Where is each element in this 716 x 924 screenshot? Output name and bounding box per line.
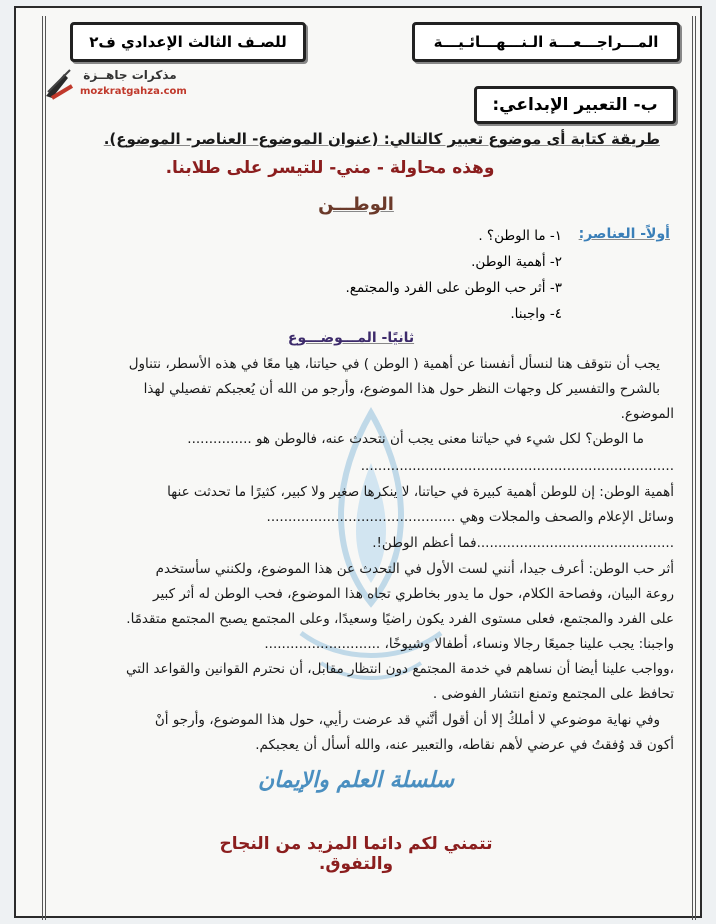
body-p3-l3: ..............................................فما أعظم الوطن!. xyxy=(372,535,674,551)
topic-title: الوطـــن xyxy=(318,194,394,215)
intro-line-1: طريقة كتابة أى موضوع تعبير كالتالي: (عنوان الموضوع- العناصر- الموضوع). xyxy=(103,130,660,148)
header-left-title: للصـف الثالث الإعدادي ف٢ xyxy=(89,33,287,51)
watermark-emblem xyxy=(271,403,471,703)
header-left-box xyxy=(70,22,306,62)
logo-url: mozkratgahza.com xyxy=(80,86,187,97)
logo-icon xyxy=(42,66,76,102)
logo-arabic: مذكرات جاهــزة xyxy=(83,68,177,82)
body-p4-l1: أثر حب الوطن: أعرف جيدا، أنني لست الأول في التحدث عن هذا الموضوع، ولكنني سأستخدم xyxy=(155,561,674,577)
element-item-4: ٤- واجبنا. xyxy=(510,306,562,322)
body-p5-l3: تحافظ على المجتمع وتمنع انتشار الفوضى . xyxy=(432,686,674,702)
element-item-2: ٢- أهمية الوطن. xyxy=(471,254,562,270)
site-logo xyxy=(42,66,192,106)
body-p4-l3: على الفرد والمجتمع، فعلى مستوى الفرد يكون راضيًا وسعيدًا، وعلى المجتمع يصبح المجتمع متقدمًا. xyxy=(126,611,674,627)
header-right-title: المـــراجـــعـــة الـنـــهـــائـيـــة xyxy=(433,33,659,51)
body-p2-l2: ......................................................................... xyxy=(360,458,674,474)
element-item-1: ١- ما الوطن؟ . xyxy=(478,228,562,244)
body-p5-l1: واجبنا: يجب علينا جميعًا رجالا ونساء، أطفالا وشيوخًا، ........................... xyxy=(264,636,674,652)
series-name: سلسلة العلم والإيمان xyxy=(257,768,455,793)
element-item-3: ٣- أثر حب الوطن على الفرد والمجتمع. xyxy=(345,280,562,296)
body-p3-l1: أهمية الوطن: إن للوطن أهمية كبيرة في حياتنا، لا ينكرها صغير ولا كبير، كثيرًا ما تحدثت عنها xyxy=(167,484,674,500)
body-p1-l3: الموضوع. xyxy=(620,406,674,422)
body-p6-l2: أكون قد وُفقتُ في عرضي لأهم نقاطه، والتعبير عنه، والله أسأل أن يعجبكم. xyxy=(255,737,674,753)
page-frame xyxy=(14,6,702,918)
section-title: ب- التعبير الإبداعي: xyxy=(492,95,658,115)
body-p6-l1: وفي نهاية موضوعي لا أملكُ إلا أن أقول أنَّني قد عرضت رأيي، حول هذا الموضوع، وأرجو أنْ xyxy=(154,712,660,728)
body-p2-l1: ما الوطن؟ لكل شيء في حياتنا معنى يجب أن نتحدث عنه، فالوطن هو ............... xyxy=(187,431,644,447)
header-right-box xyxy=(412,22,680,62)
intro-line-2: وهذه محاولة - مني- للتيسر على طلابنا. xyxy=(165,158,495,178)
body-p4-l2: روعة البيان، وفصاحة الكلام، حول ما يدور بخاطري تجاه هذا الموضوع، فحب الوطن له أثر كبير xyxy=(153,586,674,602)
subject-heading: ثانيًا- المـــوضـــوع xyxy=(287,330,415,346)
body-p1-l2: بالشرح والتفسير كل وجهات النظر حول هذا الموضوع، وأرجو من الله أن يُعجبكم تفصيلي لهذا xyxy=(143,381,660,397)
body-p3-l2: وسائل الإعلام والصحف والمجلات وهي ............................................ xyxy=(266,509,674,525)
elements-heading: أولاً- العناصر: xyxy=(578,226,670,242)
body-p5-l2: ،وواجب علينا أيضا أن نساهم في خدمة المجتمع دون انتظار مقابل، أن نحترم القوانين والقواعد التي xyxy=(125,661,674,677)
section-title-box xyxy=(474,86,676,124)
body-p1-l1: يجب أن نتوقف هنا لنسأل أنفسنا عن أهمية ( الوطن ) في حياتنا، هيا معًا في هذه الأسطر، نتناول xyxy=(128,356,660,372)
closing-wish: تتمني لكم دائما المزيد من النجاح والتفوق. xyxy=(219,834,493,874)
